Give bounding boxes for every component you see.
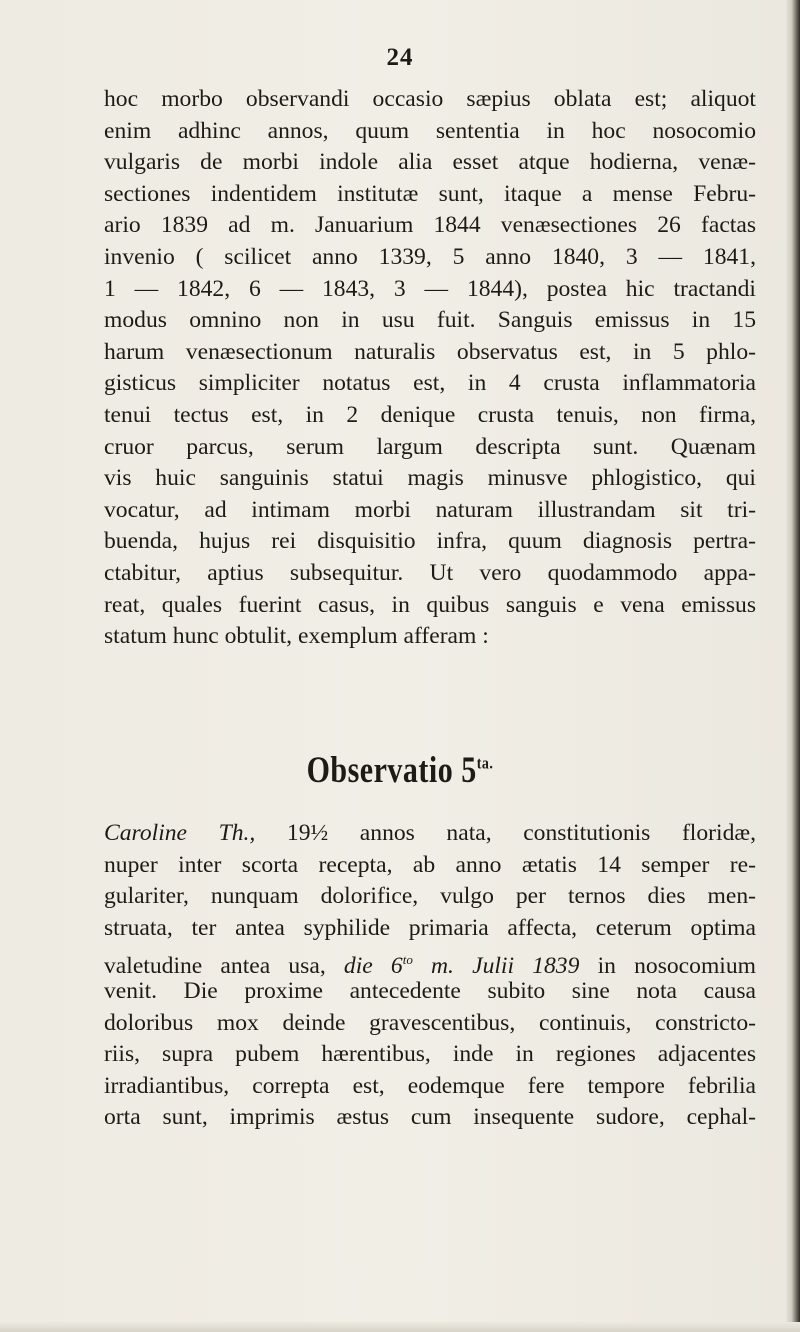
text-line: reat, quales fuerint casus, in quibus sanguis e vena emissus: [104, 591, 756, 618]
text-line: gisticus simpliciter notatus est, in 4 crusta inflammatoria: [104, 370, 756, 397]
text-line: nuper inter scorta recepta, ab anno ætatis 14 semper re-: [104, 851, 756, 878]
date-part: die 6: [343, 953, 403, 980]
text-line: venit. Die proxime antecedente subito sine nota causa: [104, 977, 756, 1004]
text-line: vis huic sanguinis statui magis minusve phlogistico, qui: [104, 465, 756, 492]
text-line: vocatur, ad intimam morbi naturam illustrandam sit tri-: [104, 496, 756, 523]
text-line: orta sunt, imprimis æstus cum insequente sudore, cephal-: [104, 1104, 756, 1131]
text-line: hoc morbo observandi occasio sæpius oblata est; aliquot: [104, 86, 756, 112]
text-line: enim adhinc annos, quum sententia in hoc nosocomio: [104, 117, 756, 144]
text-line: irradiantibus, correpta est, eodemque fere tempore febrilia: [104, 1072, 756, 1099]
section-heading: [0, 750, 800, 791]
text-fragment: 19½ annos nata, constitutionis floridæ,: [286, 820, 756, 846]
text-fragment: valetudine antea usa,: [104, 953, 326, 980]
text-line: 1 — 1842, 6 — 1843, 3 — 1844), postea hic tractandi: [104, 275, 756, 302]
text-line: ctabitur, aptius subsequitur. Ut vero quodammodo appa-: [104, 559, 756, 586]
text-line: doloribus mox deinde gravescentibus, continuis, constricto-: [104, 1009, 756, 1036]
text-line: gulariter, nunquam dolorifice, vulgo per ternos dies men-: [104, 883, 756, 910]
text-fragment: in nosocomium: [597, 953, 756, 980]
text-line: statum hunc obtulit, exemplum afferam :: [104, 623, 489, 650]
text-line: tenui tectus est, in 2 denique crusta tenuis, non firma,: [104, 401, 756, 428]
date-superscript: to: [402, 952, 413, 968]
text-line: invenio ( scilicet anno 1339, 5 anno 1840, 3 — 1841,: [104, 243, 756, 270]
text-line: struata, ter antea syphilide primaria affecta, ceterum optima: [104, 914, 756, 941]
text-line: buenda, hujus rei disquisitio infra, quum diagnosis pertra-: [104, 528, 756, 555]
text-line: riis, supra pubem hærentibus, inde in regiones adjacentes: [104, 1041, 756, 1068]
paragraph-case-report: [104, 818, 756, 1134]
patient-name: Caroline Th.,: [104, 820, 256, 846]
text-line: cruor parcus, serum largum descripta sunt. Quænam: [104, 433, 756, 460]
text-line: sectiones indentidem institutæ sunt, itaque a mense Febru-: [104, 180, 756, 207]
text-line: [104, 944, 756, 980]
page-number: 24: [386, 44, 414, 71]
text-line: ario 1839 ad m. Januarium 1844 venæsectiones 26 factas: [104, 212, 756, 239]
date-part: m. Julii 1839: [431, 953, 580, 980]
page-edge-shadow: [786, 0, 800, 1332]
page-bottom-edge: [0, 1322, 800, 1332]
text-line: [104, 818, 756, 850]
text-line: harum venæsectionum naturalis observatus est, in 5 phlo-: [104, 338, 756, 365]
text-line: vulgaris de morbi indole alia esset atque hodierna, venæ-: [104, 149, 756, 176]
heading-superscript: ta.: [476, 755, 494, 774]
paragraph-introduction: [104, 84, 756, 653]
text-line: modus omnino non in usu fuit. Sanguis emissus in 15: [104, 307, 756, 334]
heading-text: Observatio 5: [306, 750, 477, 791]
